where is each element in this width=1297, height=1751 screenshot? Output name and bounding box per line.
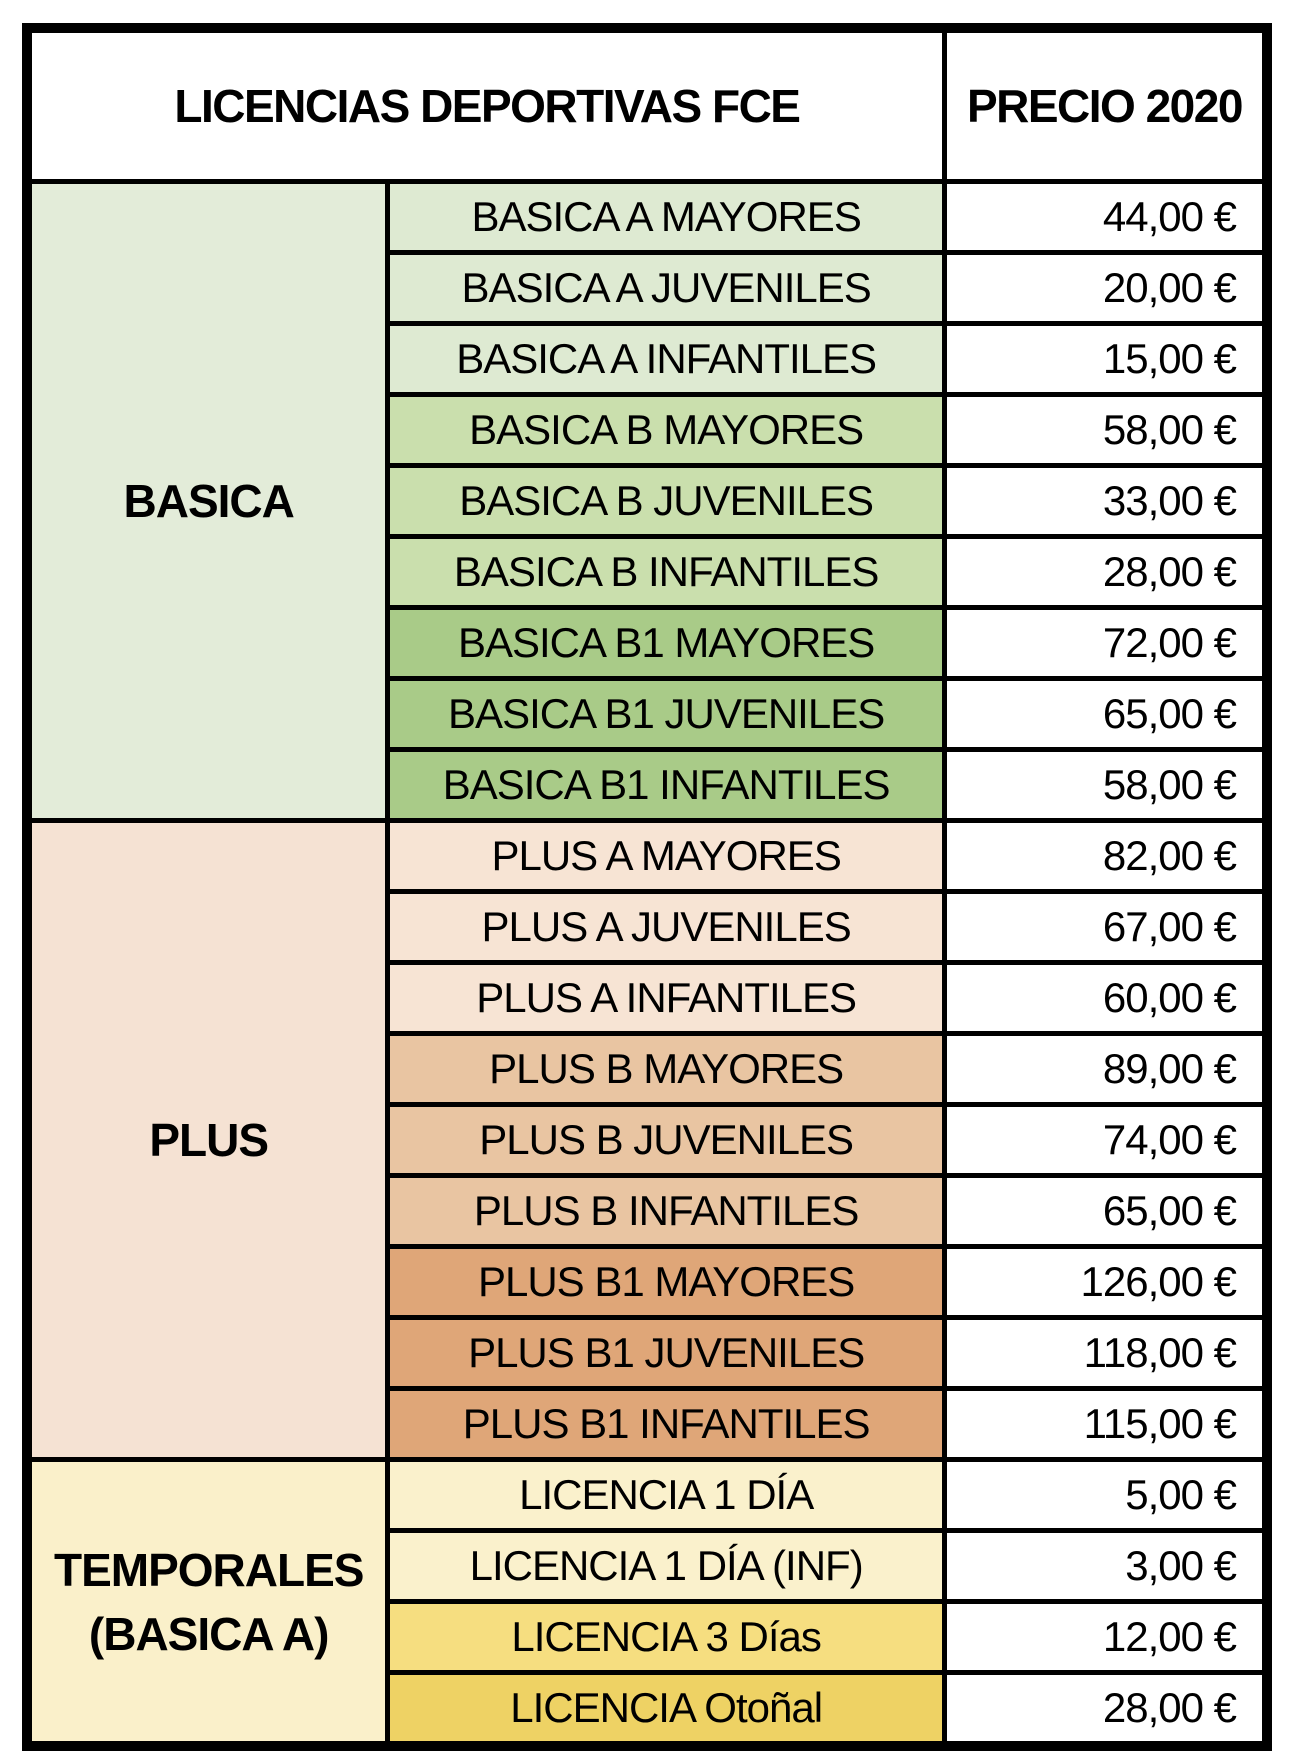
price-value: 72,00 € (944, 608, 1267, 679)
price-value: 3,00 € (944, 1531, 1267, 1602)
price-value: 67,00 € (944, 892, 1267, 963)
price-value: 12,00 € (944, 1602, 1267, 1673)
license-label: BASICA B1 INFANTILES (388, 750, 944, 821)
price-value: 58,00 € (944, 395, 1267, 466)
license-label: PLUS A MAYORES (388, 821, 944, 892)
price-value: 28,00 € (944, 1673, 1267, 1747)
license-price-table (22, 23, 1272, 1751)
license-label: LICENCIA 3 Días (388, 1602, 944, 1673)
price-value: 89,00 € (944, 1034, 1267, 1105)
license-row (27, 1460, 1267, 1531)
price-value: 74,00 € (944, 1105, 1267, 1176)
price-value: 44,00 € (944, 182, 1267, 253)
table-title: LICENCIAS DEPORTIVAS FCE (27, 28, 944, 182)
price-value: 5,00 € (944, 1460, 1267, 1531)
price-value: 33,00 € (944, 466, 1267, 537)
group-cell-basica: BASICA (27, 182, 388, 821)
price-value: 65,00 € (944, 679, 1267, 750)
price-value: 15,00 € (944, 324, 1267, 395)
price-value: 20,00 € (944, 253, 1267, 324)
license-label: PLUS A JUVENILES (388, 892, 944, 963)
license-label: BASICA B MAYORES (388, 395, 944, 466)
license-row (27, 821, 1267, 892)
license-label: BASICA B1 JUVENILES (388, 679, 944, 750)
price-value: 65,00 € (944, 1176, 1267, 1247)
license-row (27, 182, 1267, 253)
price-column-header: PRECIO 2020 (944, 28, 1267, 182)
group-label-line1: TEMPORALES (53, 1543, 364, 1596)
group-cell-temporales (27, 1460, 388, 1747)
license-label: LICENCIA 1 DÍA (INF) (388, 1531, 944, 1602)
price-value: 82,00 € (944, 821, 1267, 892)
price-value: 115,00 € (944, 1389, 1267, 1460)
license-label: PLUS B JUVENILES (388, 1105, 944, 1176)
license-label: PLUS B1 INFANTILES (388, 1389, 944, 1460)
price-value: 28,00 € (944, 537, 1267, 608)
price-value: 60,00 € (944, 963, 1267, 1034)
license-label: BASICA A INFANTILES (388, 324, 944, 395)
license-label: PLUS A INFANTILES (388, 963, 944, 1034)
price-value: 118,00 € (944, 1318, 1267, 1389)
group-cell-plus: PLUS (27, 821, 388, 1460)
header-row (27, 28, 1267, 182)
license-label: PLUS B INFANTILES (388, 1176, 944, 1247)
license-label: BASICA A JUVENILES (388, 253, 944, 324)
license-label: BASICA B JUVENILES (388, 466, 944, 537)
license-label: BASICA B INFANTILES (388, 537, 944, 608)
license-label: BASICA A MAYORES (388, 182, 944, 253)
price-value: 126,00 € (944, 1247, 1267, 1318)
license-label: PLUS B1 JUVENILES (388, 1318, 944, 1389)
license-label: LICENCIA 1 DÍA (388, 1460, 944, 1531)
license-label: LICENCIA Otoñal (388, 1673, 944, 1747)
license-label: PLUS B MAYORES (388, 1034, 944, 1105)
group-label-line2: (BASICA A) (88, 1607, 329, 1660)
license-label: PLUS B1 MAYORES (388, 1247, 944, 1318)
license-label: BASICA B1 MAYORES (388, 608, 944, 679)
price-value: 58,00 € (944, 750, 1267, 821)
